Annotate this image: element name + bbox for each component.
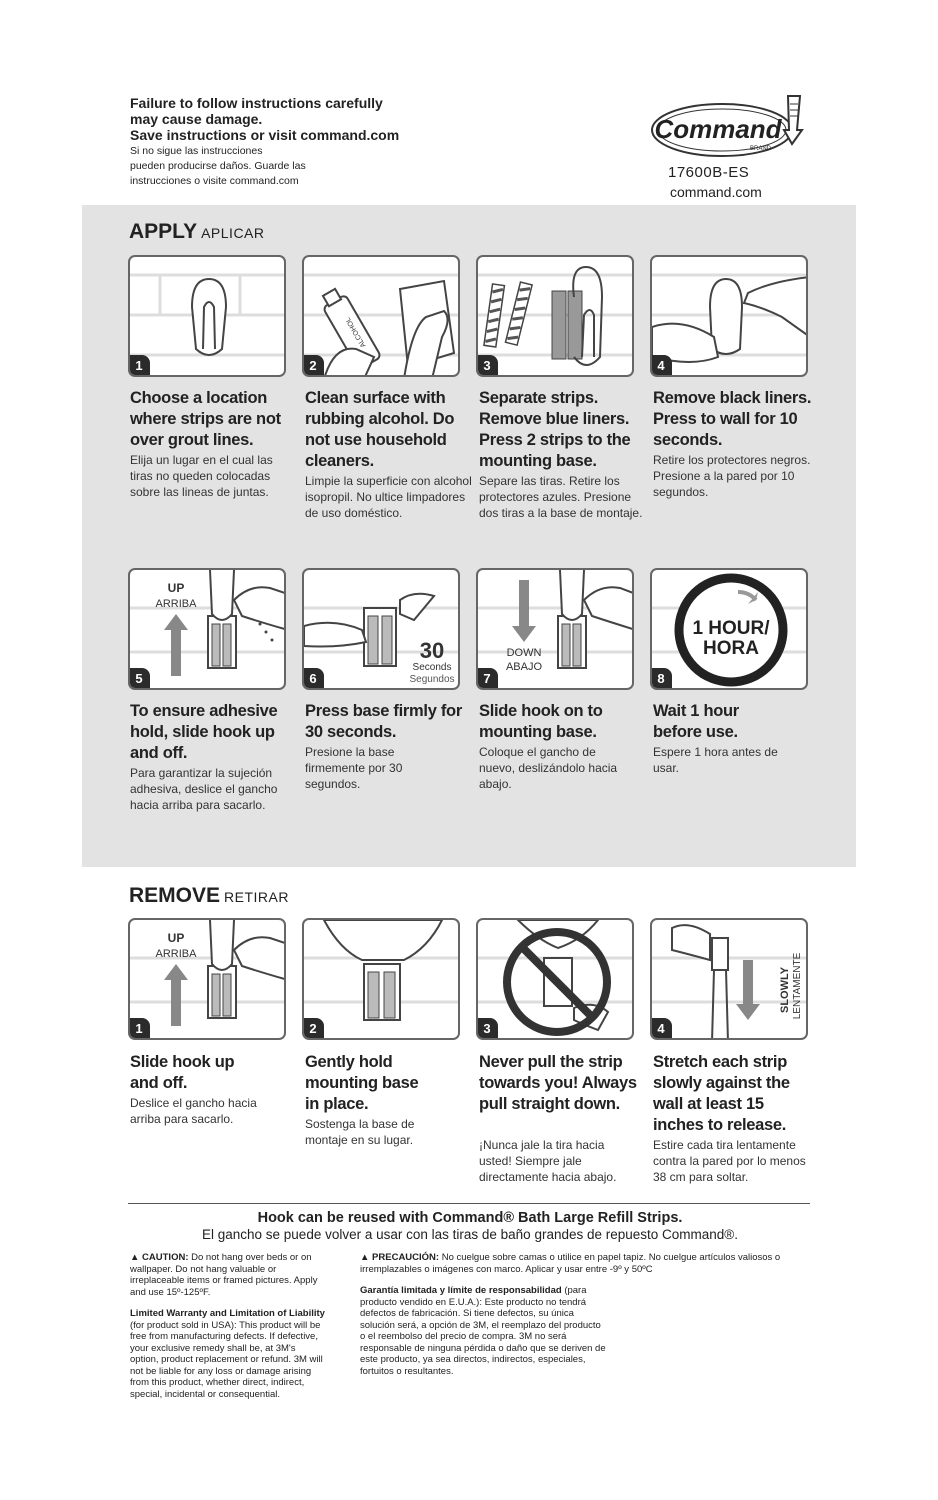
- remove-step-1-illustration: [128, 918, 286, 1040]
- remove-step-2-en: Gently hold mounting base in place.: [305, 1053, 419, 1113]
- segundos-label: Segundos: [409, 674, 455, 685]
- apply-subtitle: APLICAR: [201, 225, 265, 241]
- caution-label: CAUTION:: [142, 1252, 189, 1263]
- caution-text: Do not hang over beds or on wallpaper. Do not hang valuable or irreplaceable items or framed pictures. Apply and use 15º-125ºF.: [130, 1252, 318, 1298]
- remove-step-3-illustration: [476, 918, 634, 1040]
- step-number: 1: [128, 1018, 150, 1040]
- remove-subtitle: RETIRAR: [224, 889, 289, 905]
- apply-step-6-en: Press base firmly for 30 seconds.: [305, 702, 462, 741]
- remove-title: REMOVE: [129, 884, 221, 907]
- apply-step-8-es: Espere 1 hora antes de usar.: [653, 745, 778, 775]
- step-number: 6: [302, 668, 324, 690]
- apply-step-2-en: Clean surface with rubbing alcohol. Do not use household cleaners.: [305, 389, 455, 470]
- apply-step-6-illustration: [302, 568, 460, 690]
- step-number: 4: [650, 355, 672, 377]
- garantia-spanish: [360, 1285, 608, 1377]
- warning-icon: ▲: [130, 1252, 140, 1263]
- step-number: 1: [128, 355, 150, 377]
- lentamente-label: LENTAMENTE: [792, 952, 803, 1020]
- remove-step-4-en: Stretch each strip slowly against the wall at least 15 inches to release.: [653, 1053, 790, 1134]
- warranty-english: [130, 1308, 325, 1400]
- apply-step-2-es: Limpie la superficie con alcohol isopropil. No ultice limpadores de uso doméstico.: [305, 474, 472, 520]
- website: command.com: [670, 184, 762, 200]
- one-hour-label: 1 HOUR/: [692, 618, 770, 639]
- remove-heading: [129, 884, 289, 908]
- up-label: UP: [167, 931, 185, 945]
- abajo-label: ABAJO: [505, 661, 543, 673]
- down-label: DOWN: [506, 647, 542, 659]
- hora-label: HORA: [703, 638, 759, 659]
- apply-step-1-es: Elija un lugar en el cual las tiras no queden colocadas sobre las lineas de juntas.: [130, 453, 273, 499]
- apply-step-3-es: Separe las tiras. Retire los protectores azules. Presione dos tiras a la base de montaje.: [479, 474, 643, 520]
- apply-step-2-illustration: [302, 255, 460, 377]
- apply-step-8-en: Wait 1 hour before use.: [653, 702, 739, 741]
- apply-step-8-illustration: [650, 568, 808, 690]
- step-number: 4: [650, 1018, 672, 1040]
- apply-step-5-illustration: [128, 568, 286, 690]
- caution-english: [130, 1252, 318, 1298]
- model-number: 17600B-ES: [668, 164, 750, 181]
- step-number: 2: [302, 355, 324, 377]
- warranty-label: Limited Warranty and Limitation of Liability: [130, 1308, 325, 1319]
- arriba-label: ARRIBA: [155, 598, 197, 610]
- seconds-label: Seconds: [412, 662, 452, 673]
- divider: [128, 1203, 810, 1204]
- warning-english: Failure to follow instructions carefully may cause damage. Save instructions or visit command.com: [130, 95, 400, 143]
- remove-step-2-es: Sostenga la base de montaje en su lugar.: [305, 1117, 415, 1147]
- up-label: UP: [167, 581, 185, 595]
- step-number: 8: [650, 668, 672, 690]
- apply-step-3-en: Separate strips. Remove blue liners. Press 2 strips to the mounting base.: [479, 389, 631, 470]
- thirty-label: 30: [419, 638, 445, 663]
- step-number: 2: [302, 1018, 324, 1040]
- precaucion-text: No cuelgue sobre camas o utilice en papel tapiz. No cuelgue artículos valiosos o irremplazables o imágenes con marco. Aplicar y usar entre -9º y 50ºC: [360, 1252, 781, 1275]
- precaucion-spanish: [360, 1252, 810, 1275]
- apply-step-7-illustration: [476, 568, 634, 690]
- remove-step-2-illustration: [302, 918, 460, 1040]
- remove-step-4-illustration: [650, 918, 808, 1040]
- brand-sub: BRAND: [750, 146, 772, 152]
- apply-step-4-es: Retire los protectores negros. Presione a la pared por 10 segundos.: [653, 453, 811, 499]
- brand-wordmark: Command: [654, 114, 782, 144]
- warning-spanish: Si no sigue las instrucciones pueden producirse daños. Guarde las instrucciones o visite command.com: [130, 145, 306, 187]
- garantia-label: Garantía limitada y límite de responsabilidad: [360, 1285, 562, 1296]
- step-number: 3: [476, 355, 498, 377]
- reuse-note-spanish: El gancho se puede volver a usar con las tiras de baño grandes de repuesto Command®.: [201, 1227, 739, 1242]
- alcohol-label: ALCOHOL: [344, 315, 368, 349]
- apply-step-4-illustration: [650, 255, 808, 377]
- apply-step-7-en: Slide hook on to mounting base.: [479, 702, 603, 741]
- remove-step-4-es: Estire cada tira lentamente contra la pared por lo menos 38 cm para soltar.: [653, 1138, 806, 1184]
- command-logo: [650, 90, 810, 160]
- warning-icon: ▲: [360, 1252, 370, 1263]
- remove-step-1-en: Slide hook up and off.: [130, 1053, 235, 1092]
- apply-step-4-en: Remove black liners. Press to wall for 10 seconds.: [653, 389, 812, 449]
- apply-step-3-illustration: [476, 255, 634, 377]
- apply-step-5-es: Para garantizar la sujeción adhesiva, deslice el gancho hacia arriba para sacarlo.: [130, 766, 278, 812]
- step-number: 3: [476, 1018, 498, 1040]
- remove-step-3-en: Never pull the strip towards you! Always pull straight down.: [479, 1053, 637, 1113]
- garantia-text: (para producto vendido en E.U.A.): Este producto no tendrá defectos de fabricación. Si tiene defectos, su única solución será, a opción de 3M, el reemplazo del producto o el reembolso del precio de compra. 3M no será responsable de ninguna pérdida o daño que se deriven de este producto, ya sea directos, indirectos, especiales, fortuitos o resultantes.: [360, 1285, 606, 1377]
- precaucion-label: PRECAUCIÓN:: [372, 1252, 440, 1263]
- apply-step-7-es: Coloque el gancho de nuevo, deslizándolo hacia abajo.: [479, 745, 618, 791]
- arriba-label: ARRIBA: [155, 948, 197, 960]
- step-number: 7: [476, 668, 498, 690]
- remove-step-1-es: Deslice el gancho hacia arriba para sacarlo.: [130, 1096, 257, 1126]
- apply-heading: [129, 220, 265, 244]
- apply-title: APPLY: [129, 220, 198, 243]
- apply-step-6-es: Presione la base firmemente por 30 segundos.: [305, 745, 403, 791]
- apply-step-1-illustration: [128, 255, 286, 377]
- step-number: 5: [128, 668, 150, 690]
- slowly-label: SLOWLY: [779, 966, 791, 1014]
- warranty-text: (for product sold in USA): This product will be free from manufacturing defects. If defective, your exclusive remedy shall be, at 3M's option, product replacement or refund. 3M will not be liable for any loss or damage arising from this product, whether direct, indirect, special, incidental or consequential.: [130, 1319, 323, 1400]
- apply-step-1-en: Choose a location where strips are not over grout lines.: [130, 389, 281, 449]
- remove-step-3-es: ¡Nunca jale la tira hacia usted! Siempre jale directamente hacia abajo.: [479, 1138, 617, 1184]
- apply-step-5-en: To ensure adhesive hold, slide hook up and off.: [130, 702, 278, 762]
- reuse-note-english: Hook can be reused with Command® Bath Large Refill Strips.: [257, 1210, 683, 1226]
